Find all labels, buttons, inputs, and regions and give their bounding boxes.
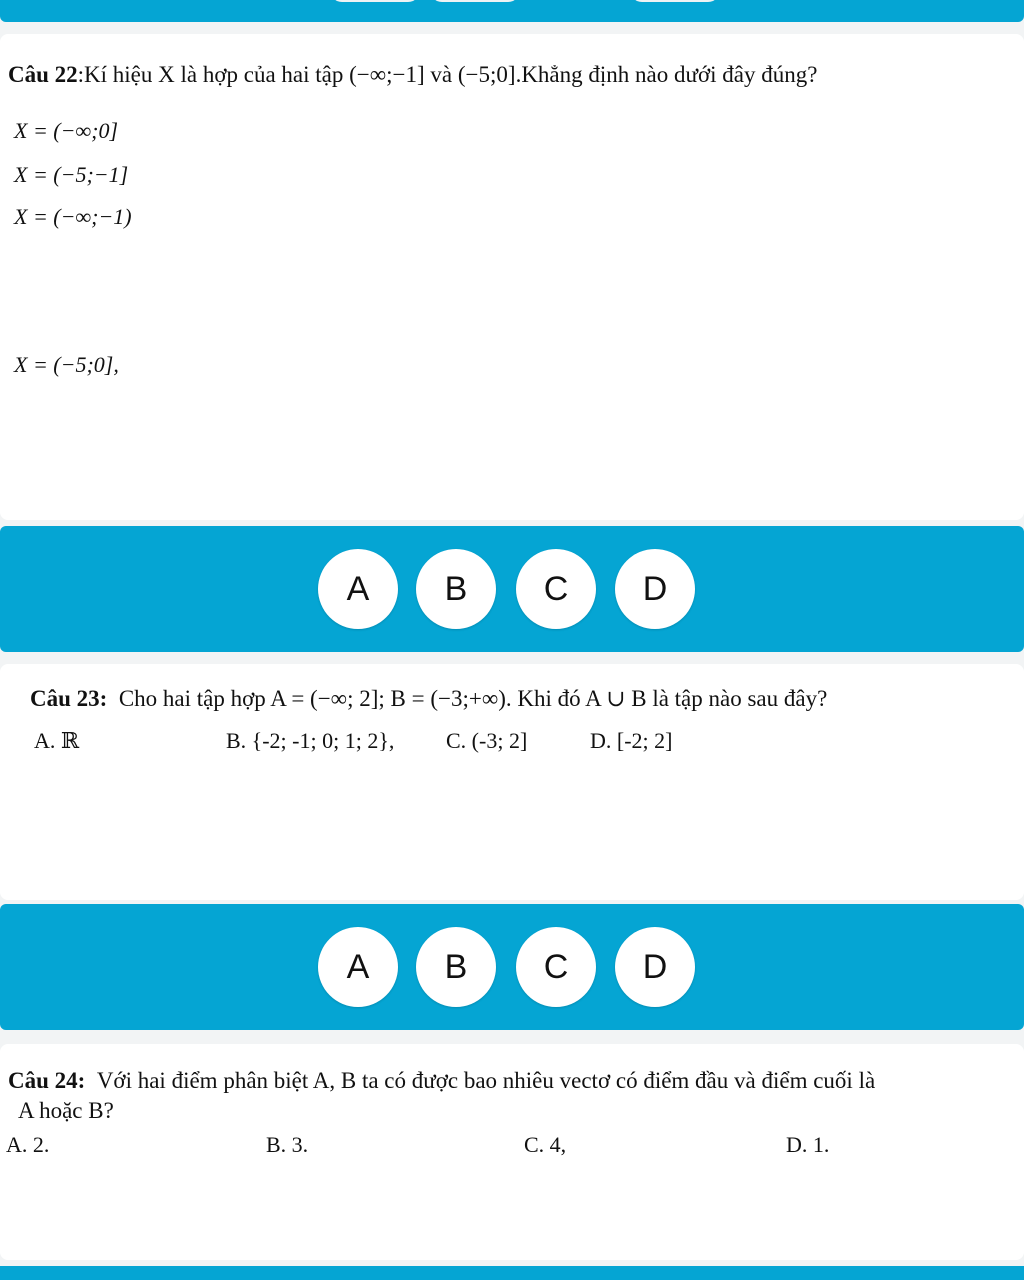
option-b: B. {-2; -1; 0; 1; 2}, xyxy=(226,728,395,753)
option-b: B. 3. xyxy=(266,1132,309,1157)
answer-bar xyxy=(0,526,1024,652)
answer-button-b[interactable]: B xyxy=(416,549,496,629)
answer-button-a[interactable]: A xyxy=(318,549,398,629)
option-a: A. ℝ xyxy=(34,728,80,753)
option-text: X = (−∞;0] xyxy=(14,118,119,143)
top-bar-decoration xyxy=(630,0,720,2)
question-label: Câu 24: xyxy=(8,1068,86,1093)
bottom-bar xyxy=(0,1266,1024,1280)
question-label: Câu 22 xyxy=(8,62,78,87)
option-d: D. [-2; 2] xyxy=(590,728,673,753)
question-text xyxy=(8,1068,875,1094)
option-text: X = (−5;0], xyxy=(14,352,119,377)
question-card-23 xyxy=(0,664,1024,900)
answer-button-d[interactable]: D xyxy=(615,927,695,1007)
answer-button-b[interactable]: B xyxy=(416,927,496,1007)
question-body: :Kí hiệu X là hợp của hai tập (−∞;−1] và (−5;0].Khẳng định nào dưới đây đúng? xyxy=(77,62,818,87)
top-bar-decoration xyxy=(330,0,420,2)
question-text-continued: A hoặc B? xyxy=(18,1098,114,1123)
question-text xyxy=(8,62,817,88)
question-body: Cho hai tập hợp A = (−∞; 2]; B = (−3;+∞). Khi đó A ∪ B là tập nào sau đây? xyxy=(118,686,828,711)
answer-bar xyxy=(0,904,1024,1030)
option-text: X = (−5;−1] xyxy=(14,162,129,187)
top-bar-decoration xyxy=(430,0,520,2)
answer-button-a[interactable]: A xyxy=(318,927,398,1007)
option-a: A. 2. xyxy=(6,1132,50,1157)
option-text: X = (−∞;−1) xyxy=(14,204,132,229)
option-c: C. 4, xyxy=(524,1132,567,1157)
option-d: D. 1. xyxy=(786,1132,830,1157)
answer-button-c[interactable]: C xyxy=(516,927,596,1007)
top-bar xyxy=(0,0,1024,22)
question-label: Câu 23: xyxy=(30,686,108,711)
question-text xyxy=(30,686,827,712)
question-card-22 xyxy=(0,34,1024,520)
question-card-24 xyxy=(0,1044,1024,1260)
option-c: C. (-3; 2] xyxy=(446,728,528,753)
answer-button-d[interactable]: D xyxy=(615,549,695,629)
answer-button-c[interactable]: C xyxy=(516,549,596,629)
question-body: Với hai điểm phân biệt A, B ta có được bao nhiêu vectơ có điểm đầu và điểm cuối là xyxy=(96,1068,876,1093)
